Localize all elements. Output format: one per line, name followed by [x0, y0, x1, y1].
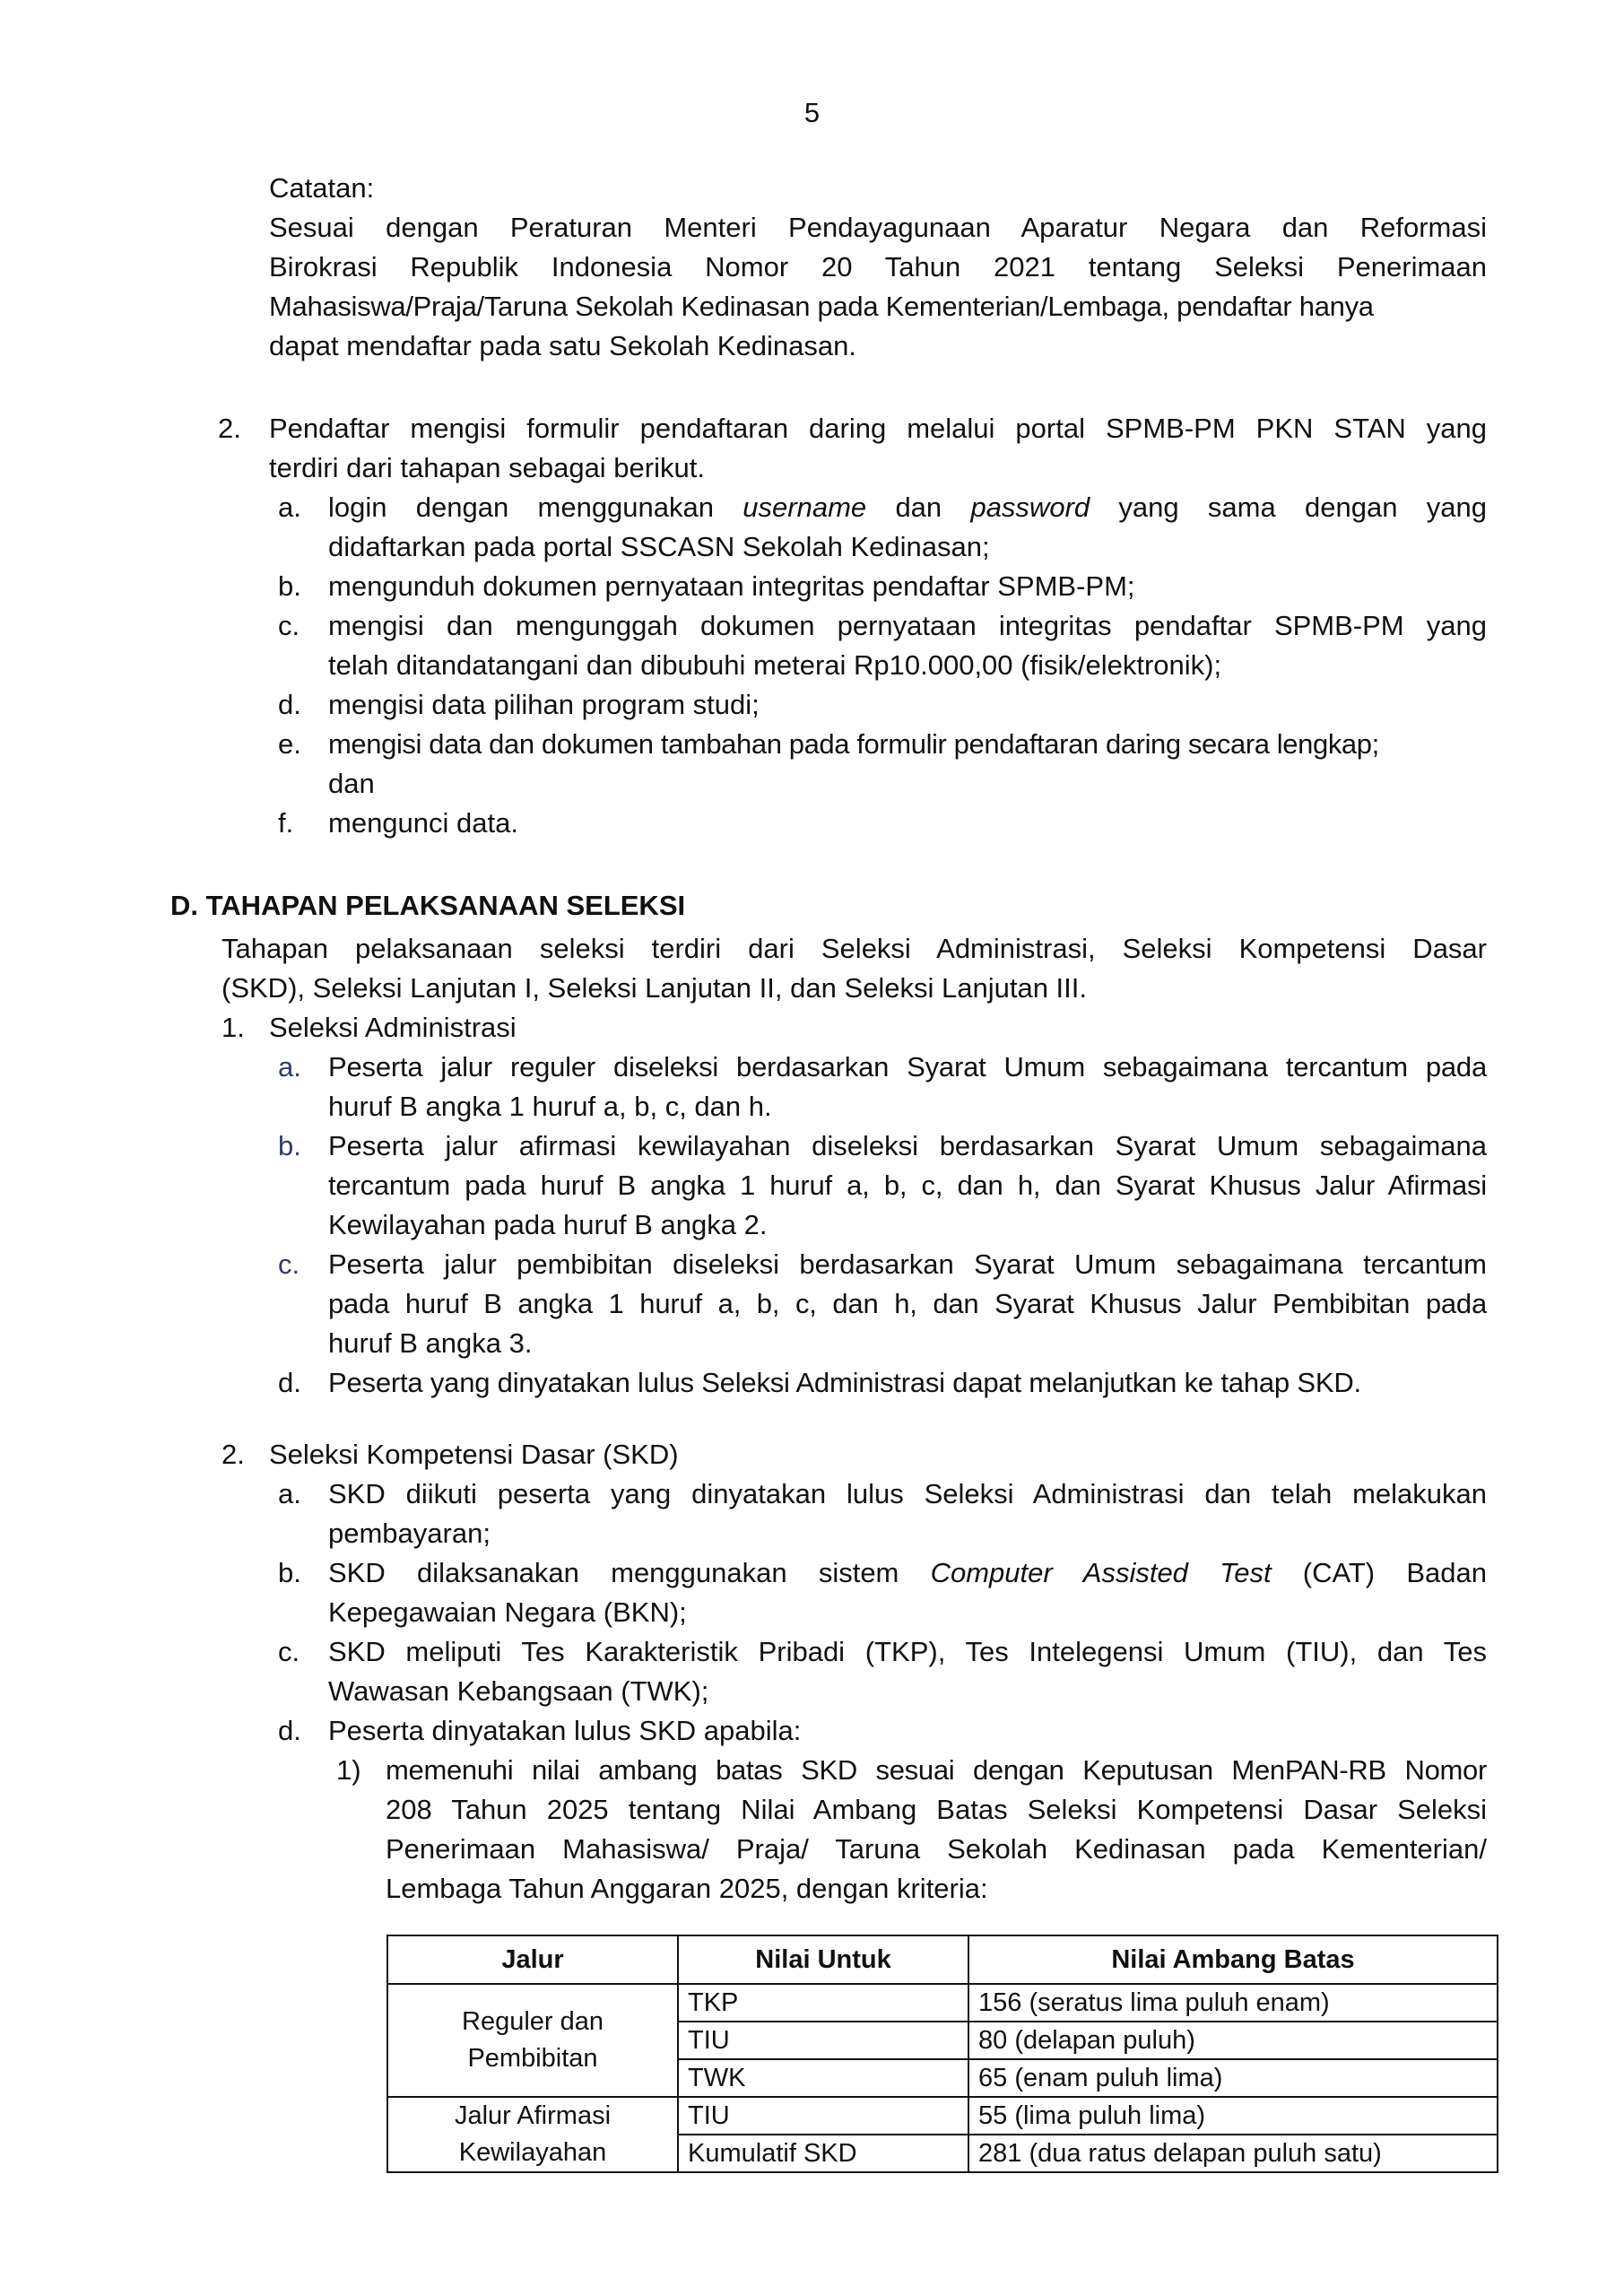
nilai-untuk-cell: TIU	[678, 2097, 968, 2135]
sub-step-marker: 1)	[336, 1754, 361, 1786]
nilai-untuk-cell: TWK	[678, 2059, 968, 2097]
col-header-jalur: Jalur	[387, 1935, 678, 1984]
step-marker: d.	[278, 1715, 301, 1746]
step-marker: b.	[278, 570, 301, 602]
step-marker: f.	[278, 807, 294, 839]
step-marker: c.	[278, 1248, 300, 1280]
skd-text-line: 208 Tahun 2025 tentang Nilai Ambang Batas Seleksi Kompetensi Dasar Seleksi	[386, 1794, 1487, 1825]
step-marker: e.	[278, 728, 301, 760]
catatan-text-line: Birokrasi Republik Indonesia Nomor 20 Tahun 2021 tentang Seleksi Penerimaan	[269, 251, 1487, 283]
page-number: 5	[803, 97, 821, 128]
admin-text-line: Peserta jalur afirmasi kewilayahan diseleksi berdasarkan Syarat Umum sebagaimana	[328, 1130, 1487, 1161]
step-text-line: mengisi data pilihan program studi;	[328, 689, 760, 720]
admin-text-line: pada huruf B angka 1 huruf a, b, c, dan h, dan Syarat Khusus Jalur Pembibitan pada	[328, 1288, 1487, 1319]
step-text-line: mengisi data dan dokumen tambahan pada formulir pendaftaran daring secara lengkap;	[328, 728, 1379, 760]
nilai-ambang-cell: 55 (lima puluh lima)	[968, 2097, 1498, 2135]
nilai-ambang-cell: 65 (enam puluh lima)	[968, 2059, 1498, 2097]
admin-text-line: tercantum pada huruf B angka 1 huruf a, b, c, dan h, dan Syarat Khusus Jalur Afirmasi	[328, 1170, 1487, 1201]
catatan-text-line: Sesuai dengan Peraturan Menteri Pendayagunaan Aparatur Negara dan Reformasi	[269, 212, 1487, 243]
list-number: 2.	[221, 1439, 245, 1470]
admin-text-line: Peserta yang dinyatakan lulus Seleksi Administrasi dapat melanjutkan ke tahap SKD.	[328, 1367, 1361, 1398]
list-number: 2.	[218, 413, 241, 444]
table-row	[387, 2097, 1498, 2135]
nilai-untuk-cell: TKP	[678, 1984, 968, 2022]
skd-text-line: Wawasan Kebangsaan (TWK);	[328, 1675, 709, 1707]
step-text-line: mengunci data.	[328, 807, 518, 839]
subsection-title: Seleksi Kompetensi Dasar (SKD)	[269, 1439, 679, 1470]
col-header-nilai-ambang: Nilai Ambang Batas	[968, 1935, 1498, 1984]
item2-text-line: terdiri dari tahapan sebagai berikut.	[269, 452, 705, 483]
step-text-line: dan	[328, 768, 375, 799]
admin-text-line: Peserta jalur reguler diseleksi berdasarkan Syarat Umum sebagaimana tercantum pada	[328, 1051, 1487, 1083]
catatan-label: Catatan:	[269, 172, 375, 204]
skd-text-line: Penerimaan Mahasiswa/ Praja/ Taruna Sekolah Kedinasan pada Kementerian/	[386, 1833, 1487, 1865]
step-marker: c.	[278, 610, 300, 641]
admin-text-line: huruf B angka 1 huruf a, b, c, dan h.	[328, 1091, 772, 1122]
nilai-ambang-cell: 80 (delapan puluh)	[968, 2022, 1498, 2059]
skd-text-line: SKD meliputi Tes Karakteristik Pribadi (TKP), Tes Intelegensi Umum (TIU), dan Tes	[328, 1636, 1487, 1667]
step-marker: a.	[278, 491, 301, 523]
skd-b-line: SKD dilaksanakan menggunakan sistem Computer Assisted Test (CAT) Badan	[328, 1557, 1487, 1588]
threshold-table	[386, 1935, 1498, 2173]
list-number: 1.	[221, 1012, 245, 1043]
step-marker: a.	[278, 1478, 301, 1509]
skd-text-line: Kepegawaian Negara (BKN);	[328, 1596, 687, 1628]
step-a-line: login dengan menggunakan username dan password yang sama dengan yang	[328, 491, 1487, 523]
skd-text-line: pembayaran;	[328, 1518, 491, 1549]
skd-text-line: memenuhi nilai ambang batas SKD sesuai dengan Keputusan MenPAN-RB Nomor	[386, 1754, 1487, 1786]
col-header-nilai-untuk: Nilai Untuk	[678, 1935, 968, 1984]
step-marker: b.	[278, 1557, 301, 1588]
subsection-title: Seleksi Administrasi	[269, 1012, 517, 1043]
nilai-ambang-cell: 156 (seratus lima puluh enam)	[968, 1984, 1498, 2022]
step-marker: d.	[278, 1367, 301, 1398]
skd-text-line: SKD diikuti peserta yang dinyatakan lulus Seleksi Administrasi dan telah melakukan	[328, 1478, 1487, 1509]
catatan-text-line: dapat mendaftar pada satu Sekolah Kedinasan.	[269, 330, 856, 361]
nilai-ambang-cell: 281 (dua ratus delapan puluh satu)	[968, 2135, 1498, 2172]
skd-text-line: Lembaga Tahun Anggaran 2025, dengan kriteria:	[386, 1873, 988, 1904]
step-text-line: telah ditandatangani dan dibubuhi meterai Rp10.000,00 (fisik/elektronik);	[328, 649, 1222, 681]
table-header-row	[387, 1935, 1498, 1984]
jalur-cell: Reguler dan Pembibitan	[387, 1984, 678, 2097]
catatan-text-line: Mahasiswa/Praja/Taruna Sekolah Kedinasan pada Kementerian/Lembaga, pendaftar hanya	[269, 291, 1374, 322]
table-row	[387, 1984, 1498, 2022]
step-text-line: mengunduh dokumen pernyataan integritas pendaftar SPMB-PM;	[328, 570, 1135, 602]
admin-text-line: huruf B angka 3.	[328, 1327, 533, 1359]
section-intro-line: Tahapan pelaksanaan seleksi terdiri dari Seleksi Administrasi, Seleksi Kompetensi Dasar	[221, 933, 1487, 964]
step-marker: c.	[278, 1636, 300, 1667]
nilai-untuk-cell: TIU	[678, 2022, 968, 2059]
admin-text-line: Kewilayahan pada huruf B angka 2.	[328, 1209, 768, 1240]
section-intro-line: (SKD), Seleksi Lanjutan I, Seleksi Lanjutan II, dan Seleksi Lanjutan III.	[221, 972, 1087, 1004]
nilai-untuk-cell: Kumulatif SKD	[678, 2135, 968, 2172]
step-text-line: didaftarkan pada portal SSCASN Sekolah Kedinasan;	[328, 531, 990, 562]
step-marker: d.	[278, 689, 301, 720]
section-heading: D. TAHAPAN PELAKSANAAN SELEKSI	[170, 890, 686, 921]
jalur-cell: Jalur Afirmasi Kewilayahan	[387, 2097, 678, 2172]
item2-text-line: Pendaftar mengisi formulir pendaftaran daring melalui portal SPMB-PM PKN STAN yang	[269, 413, 1487, 444]
step-text-line: mengisi dan mengunggah dokumen pernyataan integritas pendaftar SPMB-PM yang	[328, 610, 1487, 641]
step-marker: b.	[278, 1130, 301, 1161]
admin-text-line: Peserta jalur pembibitan diseleksi berdasarkan Syarat Umum sebagaimana tercantum	[328, 1248, 1487, 1280]
skd-text-line: Peserta dinyatakan lulus SKD apabila:	[328, 1715, 802, 1746]
step-marker: a.	[278, 1051, 301, 1083]
